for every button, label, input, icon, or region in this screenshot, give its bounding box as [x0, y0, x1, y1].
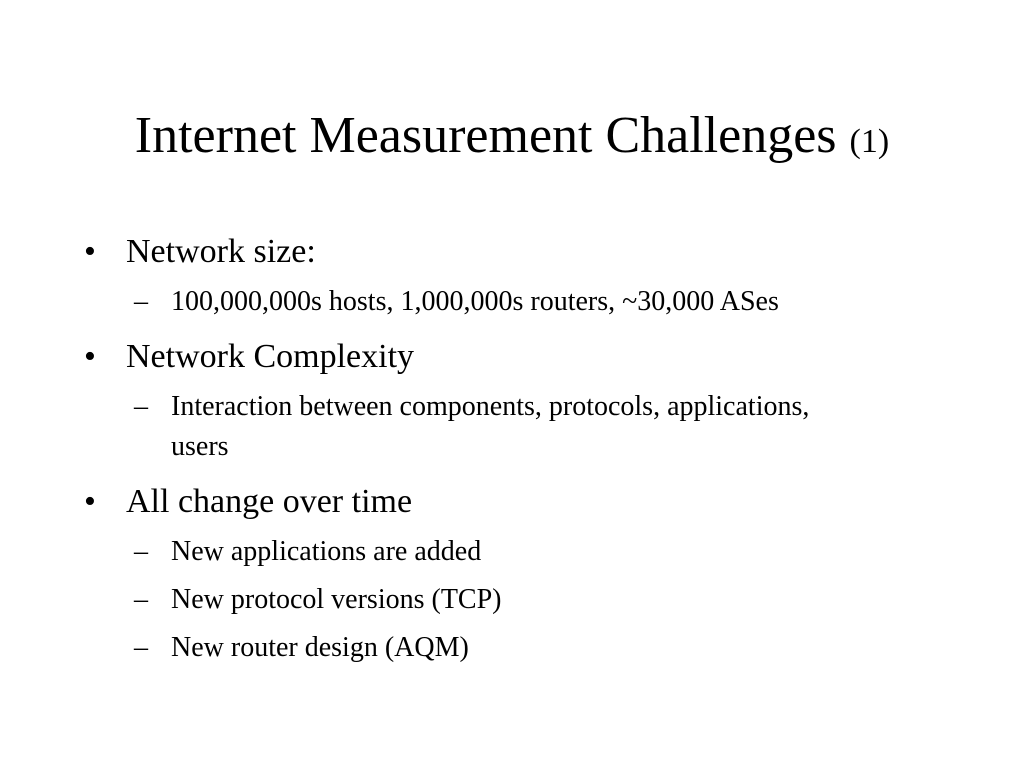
dash-icon: –	[134, 584, 148, 615]
bullet-text: All change over time	[126, 483, 413, 520]
bullet-network-size	[84, 226, 984, 278]
spacer	[84, 620, 984, 628]
sub-bullet-text: New protocol versions (TCP)	[171, 584, 502, 615]
bullet-network-complexity	[84, 331, 984, 383]
title-suffix: (1)	[849, 123, 890, 160]
bullet-icon: •	[84, 233, 96, 270]
sub-bullet-text: 100,000,000s hosts, 1,000,000s routers, ~30,000 ASes	[171, 286, 779, 317]
sub-bullet-new-applications	[84, 532, 851, 572]
slide-title	[0, 104, 1024, 174]
sub-bullet-text: New router design (AQM)	[171, 632, 469, 663]
spacer	[84, 322, 984, 331]
sub-bullet-new-protocol	[84, 580, 851, 620]
spacer	[84, 467, 984, 476]
bullet-icon: •	[84, 483, 96, 520]
bullet-icon: •	[84, 338, 96, 375]
sub-bullet-text: New applications are added	[171, 536, 482, 567]
bullet-text: Network size:	[126, 233, 316, 270]
dash-icon: –	[134, 632, 148, 663]
title-text: Internet Measurement Challenges	[134, 107, 837, 164]
bullet-list	[84, 226, 984, 668]
sub-bullet-text: Interaction between components, protocols, applications, users	[171, 391, 810, 462]
sub-bullet-interaction	[84, 387, 851, 467]
bullet-text: Network Complexity	[126, 338, 415, 375]
dash-icon: –	[134, 536, 148, 567]
bullet-all-change	[84, 476, 984, 528]
spacer	[84, 572, 984, 580]
sub-bullet-new-router	[84, 628, 851, 668]
dash-icon: –	[134, 286, 148, 317]
sub-bullet-network-size-detail	[84, 282, 991, 322]
dash-icon: –	[134, 391, 148, 422]
